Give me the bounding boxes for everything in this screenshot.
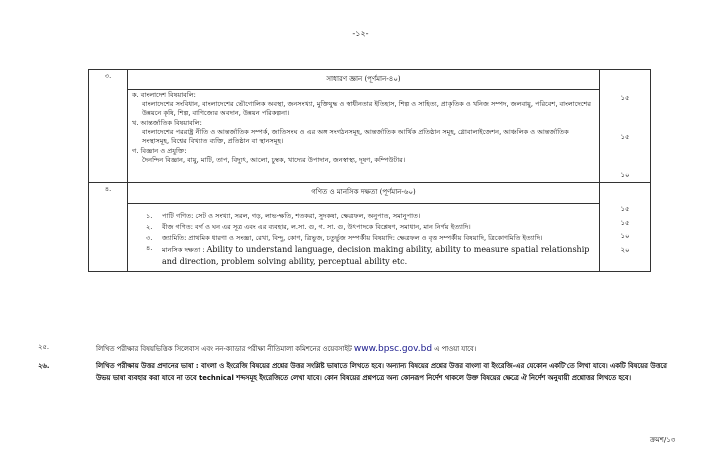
list-item [132,234,595,243]
notes [38,342,678,388]
item-text: পাটি গণিত: সেট ও সংখ্যা, সরল, গড়, লাভ-ক্ষতি, শতকরা, সুদকষা, ক্ষেত্রফল, অনুপাত, সমানুপাত। [162,211,421,220]
note-text: লিখিত পরীক্ষায় উত্তর প্রদানের ভাষা : বাংলা ও ইংরেজি বিষয়ের প্রশ্নের উত্তর সংশ্লিষ্ট ভাষাতে লিখতে হবে। অন্যান্য বিষয়ের প্রশ্নের উত্তর বাংলা বা ইংরেজি-এর যেকোন একটি'তে লিখা যাবে। একটি বিষয়ের উত্তরে উভয় ভাষা ব্যবহার করা যাবে না তবে technical শব্দসমূহ ইংরেজিতে লেখা যাবে। কোন বিষয়ের প্রশ্নপত্রে অন্য কোনরূপ নির্দেশ থাকলে উক্ত বিষয়ের ক্ষেত্রে ঐ নির্দেশ অনুযায়ী প্রশ্নোত্তর লিখতে হবে। [96,362,667,382]
note-item [38,361,678,384]
table-row [89,183,651,271]
note-number: ২৫. [38,343,49,351]
section-title: গণিত ও মানসিক দক্ষতা (পূর্ণমান-৬০) [128,185,599,203]
continuation-marker: ক্রমশ/১৩ [650,436,676,444]
item-text: জ্যামিতি: প্রাথমিক ধারণা ও সংজ্ঞা, রেখা, বিন্দু, কোণ, ত্রিভুজ, চতুর্ভুজ সম্পর্কীয় বিষয়াদি: ক্ষেত্রফল ও বৃত্ত সম্পর্কীয় বিষয়াদি, ত্রিকোণমিতি ইত্যাদি। [162,233,543,242]
item-text: Ability to understand language, decision making ability, ability to measure spatial relationship and direction, problem solving ability, perceptual ability etc. [162,245,590,266]
item-number: ৪. [146,244,153,253]
section-title: সাধারণ জ্ঞান (পূর্ণমান-৪০) [128,72,599,90]
marks: ২০ [620,245,630,254]
section-number: ৪. [89,183,128,271]
note-item [38,342,678,357]
subsection-heading: ক. বাংলাদেশ বিষয়াবলি: [132,91,196,100]
subsection [132,147,595,165]
subsection-body: দৈনন্দিন বিজ্ঞান, বায়ু, মাটি, তাপ, বিদ্যুৎ, আলো, চুম্বক, খাদ্যের উপাদান, জনস্বাস্থ্য, দূষণ, কম্পিউটার। [142,155,406,164]
note-text: এ পাওয়া যাবে। [434,345,477,353]
list-item [132,223,595,232]
list-item [132,244,595,266]
subsection [132,119,595,146]
page-number: -১২- [352,29,369,38]
note-number: ২৬. [38,362,50,371]
marks: ১৫ [620,205,630,214]
marks-column [600,183,651,271]
section-number: ৩. [89,70,128,183]
subsection-heading: খ. আন্তর্জাতিক বিষয়াবলি: [132,119,202,128]
subsection-heading: গ. বিজ্ঞান ও প্রযুক্তি: [132,146,187,155]
section-content [128,183,600,271]
item-number: ২. [146,222,153,231]
subsection-body: বাংলাদেশের পররাষ্ট্র নীতি ও আন্তর্জাতিক সম্পর্ক, জাতিসংঘ ও এর অঙ্গ সংগঠনসমূহ, আন্তর্জাতিক আর্থিক প্রতিষ্ঠান সমূহ, গ্লোবালাইজেশন, আঞ্চলিক ও আন্তর্জাতিক সংস্থাসমূহ, বিশ্বের বিখ্যাত ব্যক্তি, প্রতিষ্ঠান বা স্থানসমূহ। [142,128,569,145]
syllabus-table [88,69,651,272]
item-prefix: মানসিক দক্ষতা : [162,246,205,255]
marks: ১০ [620,232,630,241]
marks-column [600,70,651,183]
item-number: ১. [146,211,153,220]
marks: ১০ [620,170,630,179]
section-content [128,70,600,183]
list-item [132,212,595,221]
subsection-body: বাংলাদেশের সংবিধান, বাংলাদেশের ভৌগোলিক অবস্থা, জনসংখ্যা, মুক্তিযুদ্ধ ও স্বাধীনতার ইতিহাস, শিল্প ও সাহিত্য, প্রাকৃতিক ও খনিজ সম্পদ, জলবায়ু, পরিবেশ, বাংলাদেশের উন্নয়নে কৃষি, শিল্প, বাণিজ্যের অবদান, উন্নয়ন পরিকল্পনা। [142,100,592,118]
marks: ১৫ [620,94,630,102]
note-text: লিখিত পরীক্ষার বিষয়ভিত্তিক সিলেবাস এবং নন-ক্যাডার পরীক্ষা নীতিমালা কমিশনের ওয়েবসাইট [96,345,352,353]
table-row [89,70,651,183]
marks: ১৫ [620,133,630,142]
item-number: ৩. [146,233,153,242]
subsection [132,91,595,118]
website-link[interactable]: www.bpsc.gov.bd [353,344,433,354]
item-text: বীজ গণিত: বর্গ ও ঘন এর সূত্র এবং এর ব্যবহার, ল.সা. গু, গ. সা. গু, উৎপাদকে বিশ্লেষণ, সমাধান, মান নির্ণয় ইত্যাদি। [162,222,471,231]
marks: ১৫ [620,218,630,227]
